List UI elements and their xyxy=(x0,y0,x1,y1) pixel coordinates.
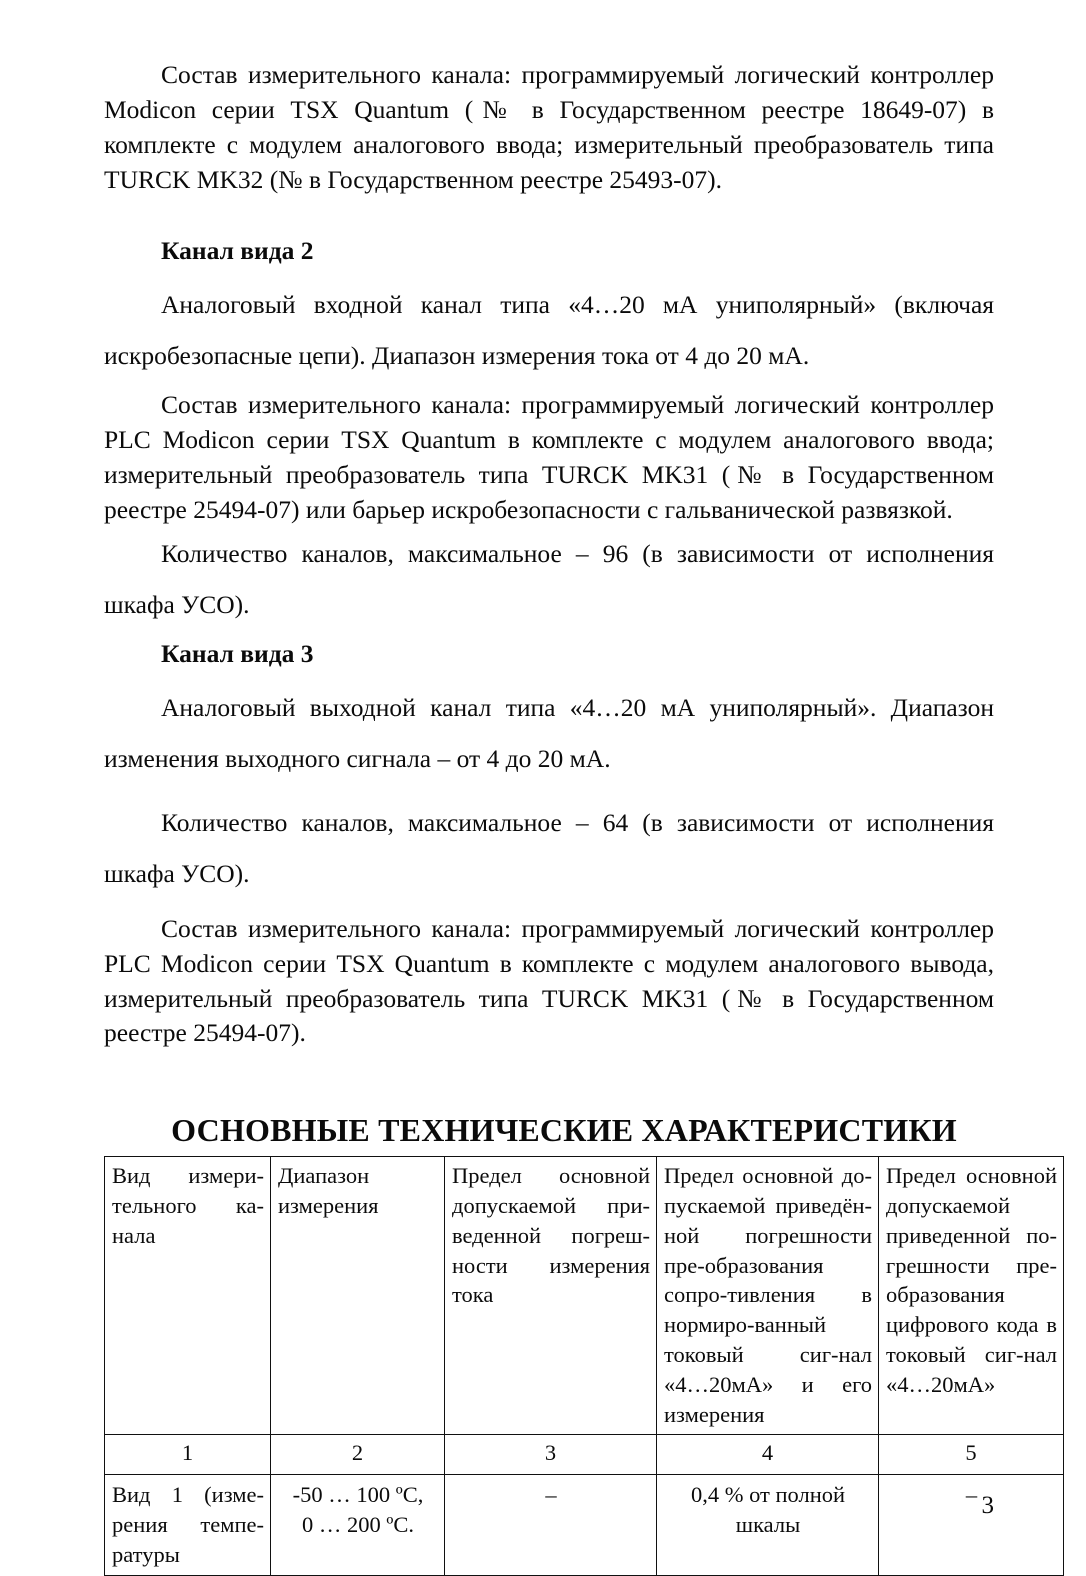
paragraph-channel2-composition: Состав измерительного канала: программируемый логический контроллер PLC Modicon серии TSX Quantum в комплекте с модулем аналогового ввода; измерительный преобразователь типа TURCK MK31 (№ в Государственном реестре 25494-07) или барьер искробезопасности с гальванической развязкой. xyxy=(104,389,994,524)
spacer xyxy=(104,1087,994,1111)
heading-channel-type-2: Канал вида 2 xyxy=(161,235,314,265)
page-number: 3 xyxy=(981,1492,994,1519)
spacer xyxy=(104,267,994,279)
spacer xyxy=(104,670,994,682)
paragraph-channel3-count: Количество каналов, максимальное – 64 (в зависимости от исполнения шкафа УСО). xyxy=(104,807,994,889)
paragraph-channel3-composition: Состав измерительного канала: программируемый логический контроллер PLC Modicon серии TSX Quantum в комплекте с модулем аналогового вывода, измерительный преобразователь типа TURCK MK31 (№ в Государственном реестре 25494-07). xyxy=(104,913,994,1048)
spacer xyxy=(104,1051,994,1087)
table-cell-resistance-conversion-error-limit xyxy=(657,1475,879,1576)
table-column-number-4: 4 xyxy=(657,1435,879,1475)
spacer xyxy=(104,198,994,234)
table-column-number-5: 5 xyxy=(879,1435,1064,1475)
table-row xyxy=(105,1475,1064,1576)
heading-channel-type-3: Канал вида 3 xyxy=(161,638,314,668)
table-column-number-1: 1 xyxy=(105,1435,271,1475)
paragraph-channel1-composition: Состав измерительного канала: программируемый логический контроллер Modicon серии TSX Quantum (№ в Государственном реестре 18649-07) в комплекте с модулем аналогового ввода; измерительный преобразователь типа TURCK MK32 (№ в Государственном реестре 25493-07). xyxy=(104,60,994,194)
spacer xyxy=(104,785,994,797)
table-header-cell-resistance-conversion-error-limit: Предел основной до-пускаемой приведён-ной погрешности пре-образования сопро-тивления в нормиро-ванный токовый сиг-нал «4…20мА» и его измерения xyxy=(657,1156,879,1434)
paragraph-channel3-description: Аналоговый выходной канал типа «4…20 мА униполярный». Диапазон изменения выходного сигнала – от 4 до 20 мА. xyxy=(104,692,994,774)
table-column-number-2: 2 xyxy=(271,1435,445,1475)
table-cell-measurement-range xyxy=(271,1475,445,1576)
table-cell-digital-code-conversion-error-limit: – xyxy=(879,1475,1064,1576)
table-column-number-row xyxy=(105,1435,1064,1475)
table-header-cell-measurement-range: Диапазон измерения xyxy=(271,1156,445,1434)
table-header-cell-digital-code-conversion-error-limit: Предел основной допускаемой приведенной по-грешности пре-образования цифрового кода в токовый сиг-нал «4…20мА» xyxy=(879,1156,1064,1434)
table-header-row xyxy=(105,1156,1064,1434)
paragraph-channel2-description: Аналоговый входной канал типа «4…20 мА униполярный» (включая искробезопасные цепи). Диапазон измерения тока от 4 до 20 мА. xyxy=(104,289,994,371)
error-line-1: 0,4 % от полной xyxy=(690,1482,846,1508)
table-column-number-3: 3 xyxy=(445,1435,657,1475)
table-header-cell-current-error-limit: Предел основной допускаемой при-веденной погреш-ности измерения тока xyxy=(445,1156,657,1434)
paragraph-channel2-count: Количество каналов, максимальное – 96 (в зависимости от исполнения шкафа УСО). xyxy=(104,538,994,620)
range-line-1: -50 … 100 ºC, xyxy=(292,1482,424,1508)
table-cell-current-error-limit: – xyxy=(445,1475,657,1576)
table-cell-channel-type: Вид 1 (изме-рения темпе-ратуры xyxy=(105,1475,271,1576)
error-line-2: шкалы xyxy=(735,1511,801,1537)
page-title: ОСНОВНЫЕ ТЕХНИЧЕСКИЕ ХАРАКТЕРИСТИКИ xyxy=(171,1112,957,1149)
specifications-table xyxy=(104,1156,1064,1576)
range-line-2: 0 … 200 ºC. xyxy=(302,1511,414,1537)
table-header-cell-channel-type: Вид измери-тельного ка-нала xyxy=(105,1156,271,1434)
spacer xyxy=(104,900,994,912)
